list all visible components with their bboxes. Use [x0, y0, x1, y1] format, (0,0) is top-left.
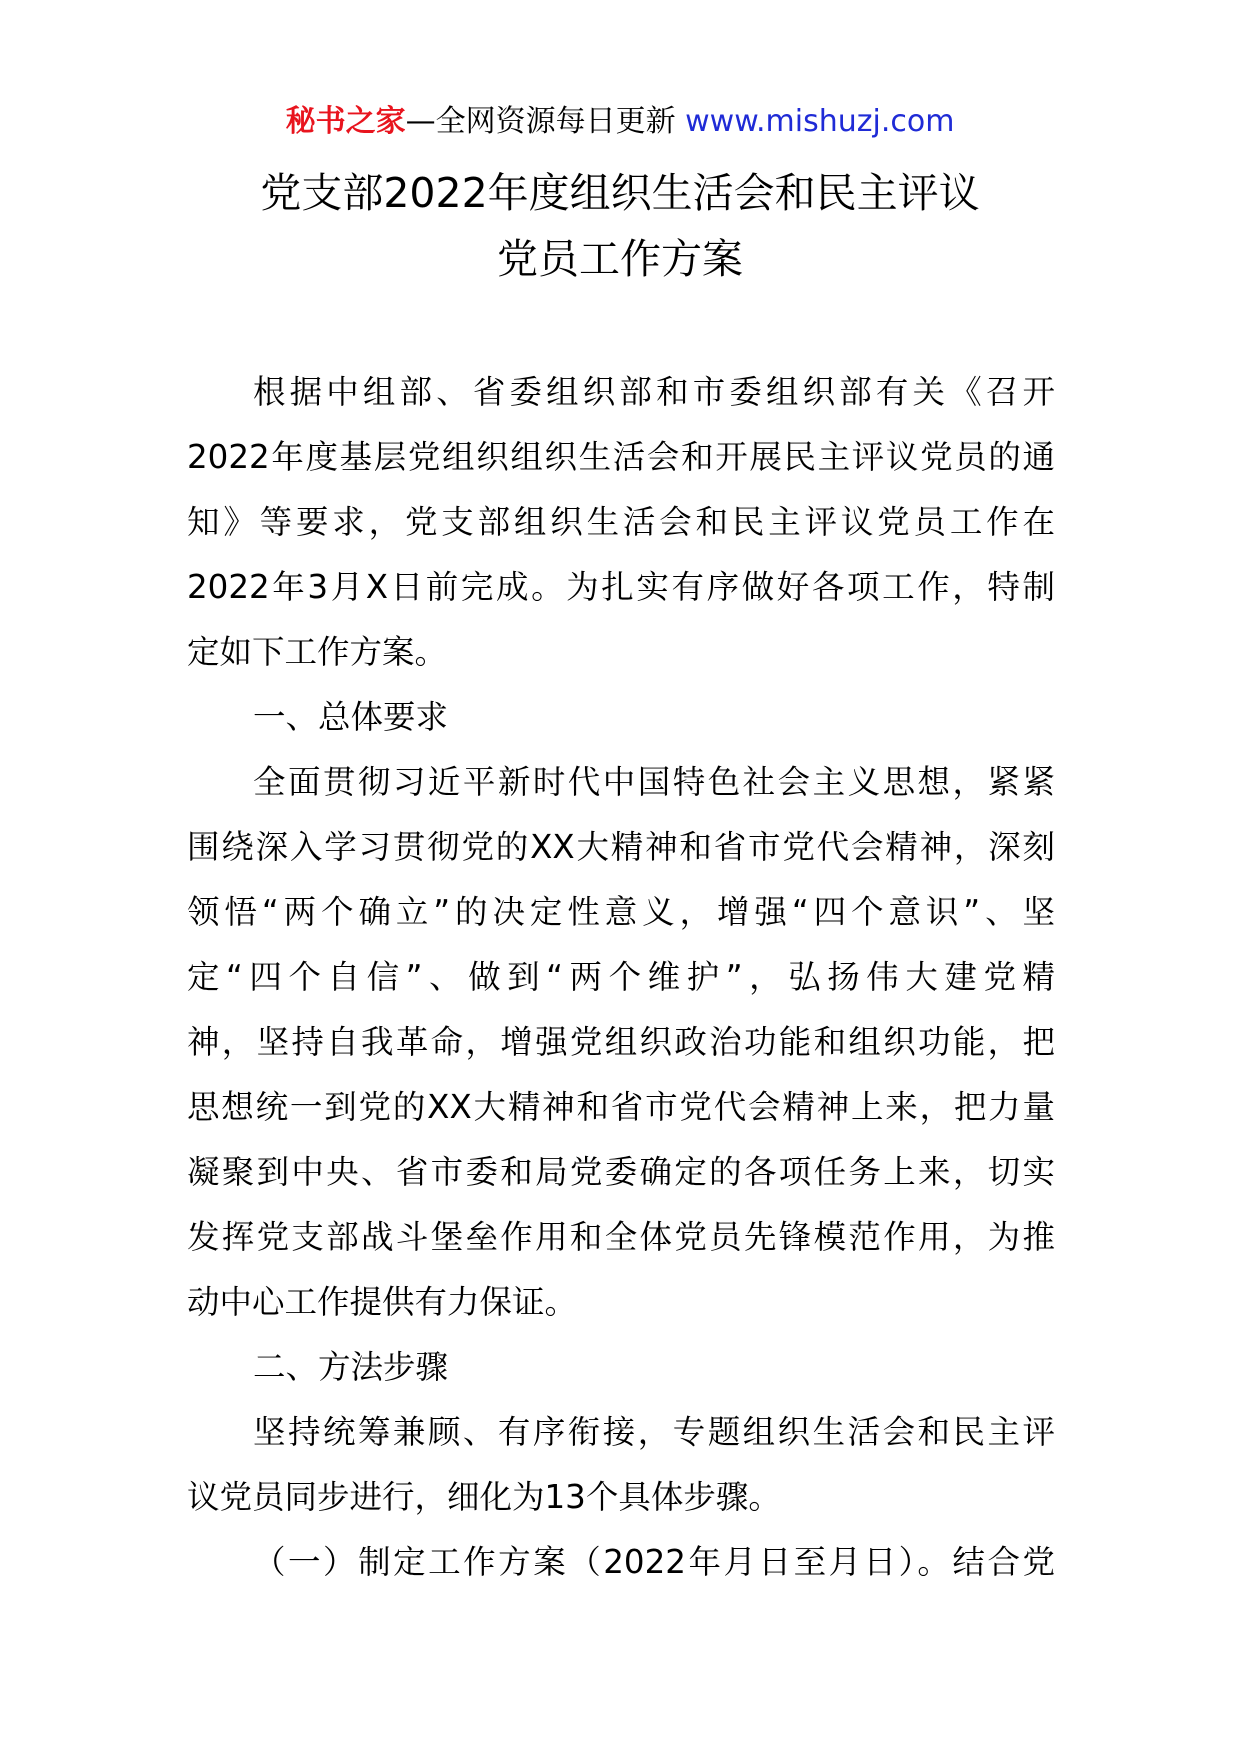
title-line-2: 党员工作方案: [497, 235, 743, 283]
text-line: 2022年3月X日前完成。为扎实有序做好各项工作，特制: [187, 568, 1055, 606]
text-line: 知》等要求，党支部组织生活会和民主评议党员工作在: [187, 503, 1055, 541]
site-url[interactable]: www.mishuzj.com: [685, 104, 955, 139]
text-line: 根据中组部、省委组织部和市委组织部有关《召开: [253, 373, 1055, 411]
header-tagline: —全网资源每日更新: [405, 104, 676, 139]
section-heading-1: 一、总体要求: [253, 698, 449, 736]
text-line: 发挥党支部战斗堡垒作用和全体党员先锋模范作用，为推: [187, 1218, 1055, 1256]
text-line: 全面贯彻习近平新时代中国特色社会主义思想，紧紧: [253, 763, 1055, 801]
title-line-1: 党支部2022年度组织生活会和民主评议: [260, 169, 980, 217]
document-body: [187, 360, 1055, 1595]
text-line: 动中心工作提供有力保证。: [187, 1283, 578, 1321]
text-line: 围绕深入学习贯彻党的XX大精神和省市党代会精神，深刻: [187, 828, 1055, 866]
brand-name: 秘书之家: [285, 104, 406, 139]
text-line: 定如下工作方案。: [187, 633, 448, 671]
text-line: 凝聚到中央、省市委和局党委确定的各项任务上来，切实: [187, 1153, 1055, 1191]
section-heading-2: 二、方法步骤: [253, 1348, 449, 1386]
text-line: 2022年度基层党组织组织生活会和开展民主评议党员的通: [187, 438, 1055, 476]
text-line: 领悟“两个确立”的决定性意义，增强“四个意识”、坚: [187, 893, 1055, 931]
text-line: 定“四个自信”、做到“两个维护”，弘扬伟大建党精: [187, 958, 1055, 996]
paragraph-step-1: [187, 1530, 1055, 1595]
document-title: [0, 160, 1240, 292]
paragraph-methods: [187, 1400, 1055, 1530]
text-line: （一）制定工作方案（2022年月日至月日）。结合党: [253, 1543, 1055, 1581]
text-line: 思想统一到党的XX大精神和省市党代会精神上来，把力量: [187, 1088, 1055, 1126]
text-line: 议党员同步进行，细化为13个具体步骤。: [187, 1478, 781, 1516]
paragraph-intro: [187, 360, 1055, 685]
text-line: 神，坚持自我革命，增强党组织政治功能和组织功能，把: [187, 1023, 1055, 1061]
text-line: 坚持统筹兼顾、有序衔接，专题组织生活会和民主评: [253, 1413, 1055, 1451]
site-header: [0, 100, 1240, 144]
paragraph-general-requirements: [187, 750, 1055, 1335]
